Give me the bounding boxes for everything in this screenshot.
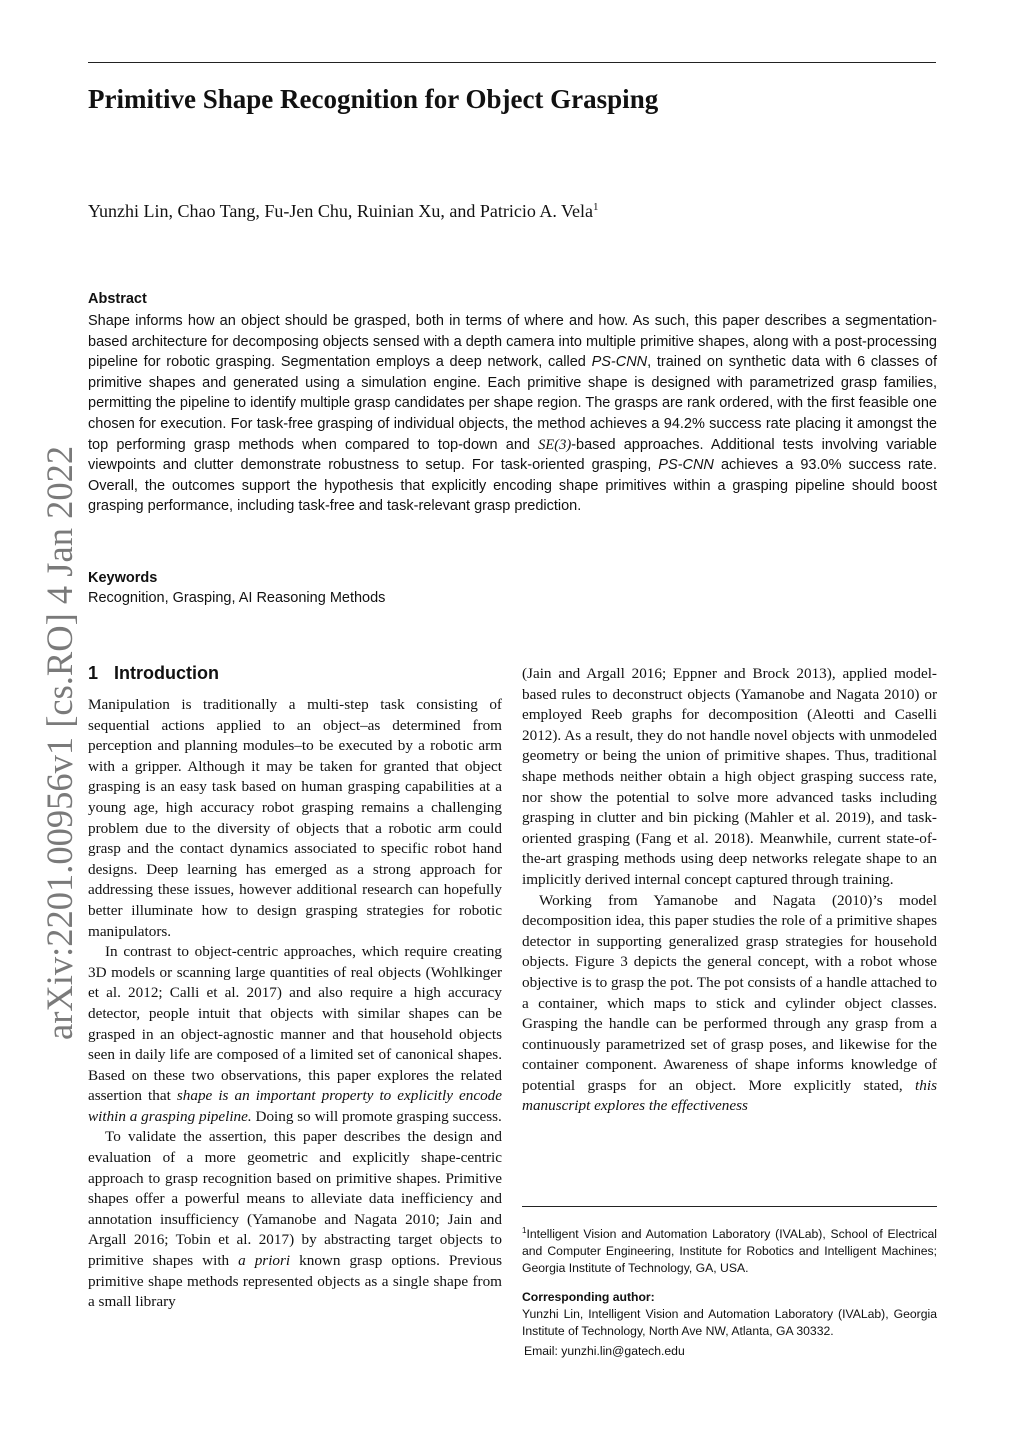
section-number: 1 — [88, 663, 99, 683]
paragraph: (Jain and Argall 2016; Eppner and Brock 2013), applied model-based rules to deconstruct objects (Yamanobe and Nagata 2010) or employed Reeb graphs for decomposition (Aleotti and Caselli 2012). As a result, they do not handle novel objects with unmodeled geometry or being the union of primitive shapes. Thus, traditional shape methods neither obtain a high object grasping success rate, nor show the potential to solve more advanced tasks including grasping in clutter and bin picking (Mahler et al. 2019), and task-oriented grasping (Fang et al. 2018). Meanwhile, current state-of-the-art grasping methods using deep networks relegate shape to an implicitly derived internal concept captured through training. — [522, 665, 937, 888]
abstract-text: Shape informs how an object should be grasped, both in terms of where and how. As such, this paper describes a segmentation-based architecture for decomposing objects sensed with a depth camera into multiple primitive shapes, along with a post-processing pipeline for robotic grasping. Segmentation employs a deep network, called — [88, 313, 937, 371]
emphasis-text: shape is an important property to explicitly encode within a grasping pipeline. — [88, 1087, 502, 1125]
header-rule — [88, 62, 936, 63]
abstract-text: achieves a 93.0% success rate. Overall, the outcomes support the hypothesis that explicitly encoding shape primitives within a grasping pipeline should boost grasping performance, including task-free and task-relevant grasp prediction. — [88, 457, 937, 515]
se3-math: SE(3) — [538, 436, 572, 453]
author-names: Yunzhi Lin, Chao Tang, Fu-Jen Chu, Ruinian Xu, and Patricio A. Vela — [88, 201, 594, 221]
paragraph: Manipulation is traditionally a multi-step task consisting of sequential actions applied to an object–as determined from perception and planning modules–to be executed by a robotic arm with a gripper. Although it may be taken for granted that object grasping is an easy task based on human grasping capabilities at a young age, high accuracy robot grasping remains a challenging problem due to the diversity of objects that a robotic arm could grasp and the contact dynamics associated to specific robot hand designs. Deep learning has emerged as a strong approach for addressing these issues, however additional research can hopefully better illuminate how to design grasping strategies for robotic manipulators. — [88, 696, 502, 940]
ps-cnn-term: PS-CNN — [658, 457, 714, 474]
corresponding-author-text: Yunzhi Lin, Intelligent Vision and Automation Laboratory (IVALab), Georgia Institute of Technology, North Ave NW, Atlanta, GA 30332. — [522, 1307, 937, 1338]
footnote-marker: 1 — [522, 1226, 527, 1235]
paragraph-text: In contrast to object-centric approaches, which require creating 3D models or scanning large quantities of real objects (Wohlkinger et al. 2012; Calli et al. 2017) and also require a high accuracy detector, people intuit that objects with similar shapes can be grasped in an object-agnostic manner and that household objects seen in daily life are composed of a limited set of canonical shapes. Based on these two observations, this paper explores the related assertion that — [88, 943, 502, 1105]
paragraph-text: Working from Yamanobe and Nagata (2010)’s model decomposition idea, this paper studies the role of a primitive shapes detector in supporting generalized grasp strategies for household objects. Figure 3 depicts the general concept, with a robot whose objective is to grasp the pot. The pot consists of a handle attached to a container, which maps to stick and cylinder object classes. Grasping the handle can be performed through any grasp from a continuously parametrized set of grasp poses, and likewise for the container component. Awareness of shape informs knowledge of potential grasps for an object. More explicitly stated, — [522, 891, 937, 1094]
corresponding-author-heading: Corresponding author: — [522, 1290, 655, 1304]
affiliation-footnote — [522, 1222, 937, 1277]
emphasis-text: a priori — [238, 1252, 291, 1270]
abstract-body — [88, 311, 937, 517]
ps-cnn-term: PS-CNN — [591, 354, 648, 371]
left-column — [88, 695, 502, 1313]
section-heading — [88, 663, 219, 684]
paragraph — [88, 1127, 502, 1312]
abstract-text: , trained on synthetic data with 6 classes of primitive shapes and generated using a simulation engine. Each primitive shape is designed with parametrized grasp families, permitting the pipeline to identify multiple grasp candidates per shape region. The grasps are rank ordered, with the first feasible one chosen for execution. For task-free grasping of individual objects, the method achieves a 94.2% success rate placing it amongst the top performing grasp methods when compared to top-down and — [88, 354, 937, 453]
keywords-list: Recognition, Grasping, AI Reasoning Methods — [88, 590, 386, 606]
abstract-text: -based approaches. Additional tests involving variable viewpoints and clutter demonstrate robustness to setup. For task-oriented grasping, — [88, 436, 937, 474]
emphasis-text: this manuscript explores the effectiveness — [522, 1076, 937, 1115]
author-list — [88, 201, 599, 222]
author-email: Email: yunzhi.lin@gatech.edu — [524, 1344, 685, 1358]
paragraph-text: known grasp options. Previous primitive shape methods represented objects as a single shape from a small library — [88, 1252, 503, 1311]
right-column — [522, 664, 937, 1117]
abstract-heading: Abstract — [88, 291, 147, 307]
paper-title: Primitive Shape Recognition for Object Grasping — [88, 84, 659, 114]
footnote-rule — [522, 1206, 937, 1207]
affiliation-text: Intelligent Vision and Automation Laboratory (IVALab), School of Electrical and Computer Engineering, Institute for Robotics and Intelligent Machines; Georgia Institute of Technology, GA, USA. — [522, 1227, 937, 1276]
keywords-heading: Keywords — [88, 570, 158, 586]
author-affil-marker: 1 — [593, 201, 599, 213]
arxiv-stamp: arXiv:2201.00956v1 [cs.RO] 4 Jan 2022 — [39, 445, 80, 1040]
paragraph — [88, 942, 502, 1127]
paragraph — [522, 891, 937, 1118]
paragraph-text: To validate the assertion, this paper describes the design and evaluation of a more geometric and explicitly shape-centric approach to grasp recognition based on primitive shapes. Primitive shapes offer a powerful means to alleviate data inefficiency and annotation insufficiency (Yamanobe and Nagata 2010; Jain and Argall 2016; Tobin et al. 2017) by abstracting target objects to primitive shapes with — [88, 1128, 502, 1270]
section-title: Introduction — [114, 663, 219, 683]
paragraph-text: Doing so will promote grasping success. — [251, 1107, 502, 1125]
